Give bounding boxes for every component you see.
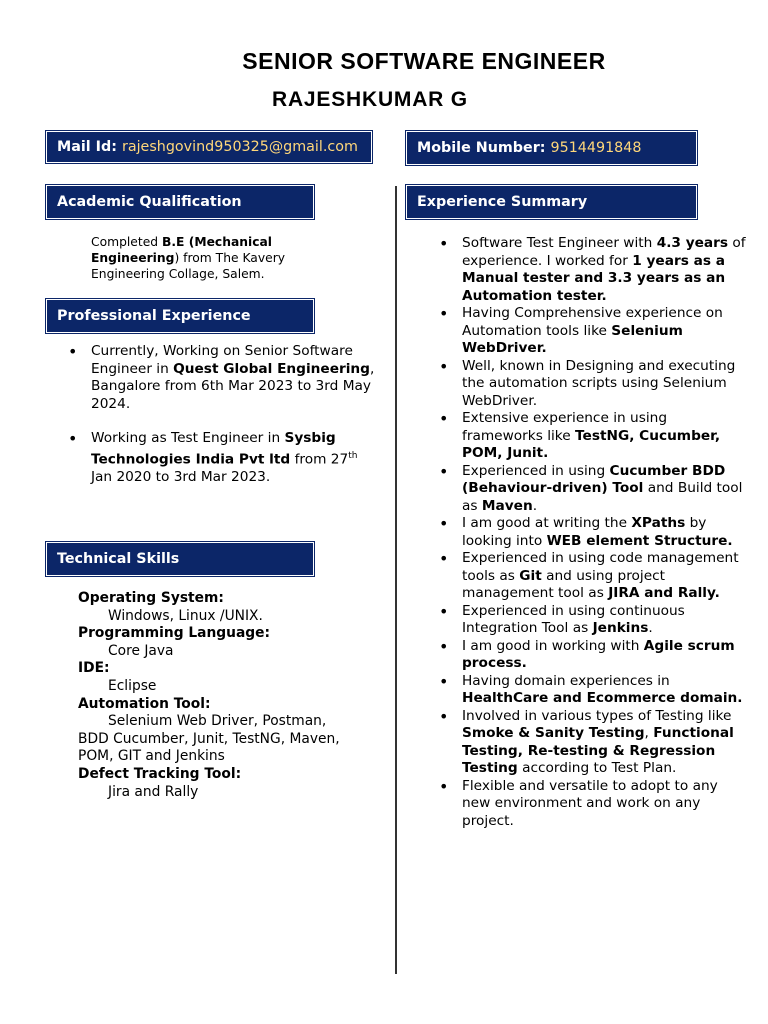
skills-heading bbox=[47, 543, 313, 575]
skills-block bbox=[78, 590, 378, 801]
automation-value: Selenium Web Driver, Postman, bbox=[108, 713, 327, 730]
academic-heading bbox=[47, 186, 313, 218]
list-item: • Experienced in using code management tools as Git and using project management tool as JIRA and Rally. bbox=[434, 550, 746, 603]
professional-heading-text: Professional Experience bbox=[57, 308, 251, 324]
defect-value: Jira and Rally bbox=[108, 783, 199, 800]
ide-label: IDE: bbox=[78, 660, 110, 677]
list-item: • Experienced in using continuous Integration Tool as Jenkins. bbox=[434, 603, 746, 638]
list-item: • Well, known in Designing and executing the automation scripts using Selenium WebDriver. bbox=[434, 358, 746, 411]
list-item: • Working as Test Engineer in Sysbig Technologies India Pvt ltd from 27th Jan 2020 to 3rd Mar 2023. bbox=[63, 430, 379, 486]
defect-label: Defect Tracking Tool: bbox=[78, 765, 242, 782]
experience-list bbox=[434, 235, 746, 830]
os-value: Windows, Linux /UNIX. bbox=[108, 607, 263, 624]
experience-heading-text: Experience Summary bbox=[417, 194, 588, 210]
list-item: • Software Test Engineer with 4.3 years of experience. I worked for 1 years as a Manual tester and 3.3 years as an Automation tester. bbox=[434, 235, 746, 305]
list-item: • Currently, Working on Senior Software Engineer in Quest Global Engineering, Bangalore from 6th Mar 2023 to 3rd May 2024. bbox=[63, 343, 379, 413]
list-item: • Flexible and versatile to adopt to any new environment and work on any project. bbox=[434, 778, 746, 831]
academic-heading-text: Academic Qualification bbox=[57, 194, 242, 210]
ide-value: Eclipse bbox=[108, 677, 157, 694]
list-item: • I am good in working with Agile scrum process. bbox=[434, 638, 746, 673]
mobile-label: Mobile Number: bbox=[417, 140, 546, 156]
list-item: • Extensive experience in using frameworks like TestNG, Cucumber, POM, Junit. bbox=[434, 410, 746, 463]
lang-label: Programming Language: bbox=[78, 625, 271, 642]
skills-heading-text: Technical Skills bbox=[57, 551, 180, 567]
professional-heading bbox=[47, 300, 313, 332]
academic-text: Completed B.E (Mechanical Engineering) from The Kavery Engineering Collage, Salem. bbox=[91, 235, 286, 281]
list-item: • Experienced in using Cucumber BDD (Behaviour-driven) Tool and Build tool as Maven. bbox=[434, 463, 746, 516]
mail-label: Mail Id: bbox=[57, 139, 117, 155]
os-label: Operating System: bbox=[78, 590, 224, 606]
list-item: • Involved in various types of Testing like Smoke & Sanity Testing, Functional Testing, Re-testing & Regression Testing according to Test Plan. bbox=[434, 708, 746, 778]
lang-value: Core Java bbox=[108, 642, 174, 659]
mobile-box bbox=[407, 132, 696, 164]
mobile-value: 9514491848 bbox=[550, 140, 642, 156]
job-title: SENIOR SOFTWARE ENGINEER bbox=[242, 48, 606, 74]
automation-value: POM, GIT and Jenkins bbox=[78, 748, 225, 765]
automation-value: BDD Cucumber, Junit, TestNG, Maven, bbox=[78, 730, 340, 747]
column-divider bbox=[395, 186, 397, 974]
automation-label: Automation Tool: bbox=[78, 695, 211, 712]
list-item: • Having Comprehensive experience on Automation tools like Selenium WebDriver. bbox=[434, 305, 746, 358]
mail-value[interactable]: rajeshgovind950325@gmail.com bbox=[121, 139, 358, 155]
candidate-name: RAJESHKUMAR G bbox=[272, 88, 468, 111]
experience-heading bbox=[407, 186, 696, 218]
list-item: • I am good at writing the XPaths by looking into WEB element Structure. bbox=[434, 515, 746, 550]
mail-box bbox=[47, 132, 371, 162]
list-item: • Having domain experiences in HealthCare and Ecommerce domain. bbox=[434, 673, 746, 708]
professional-list bbox=[63, 343, 379, 486]
